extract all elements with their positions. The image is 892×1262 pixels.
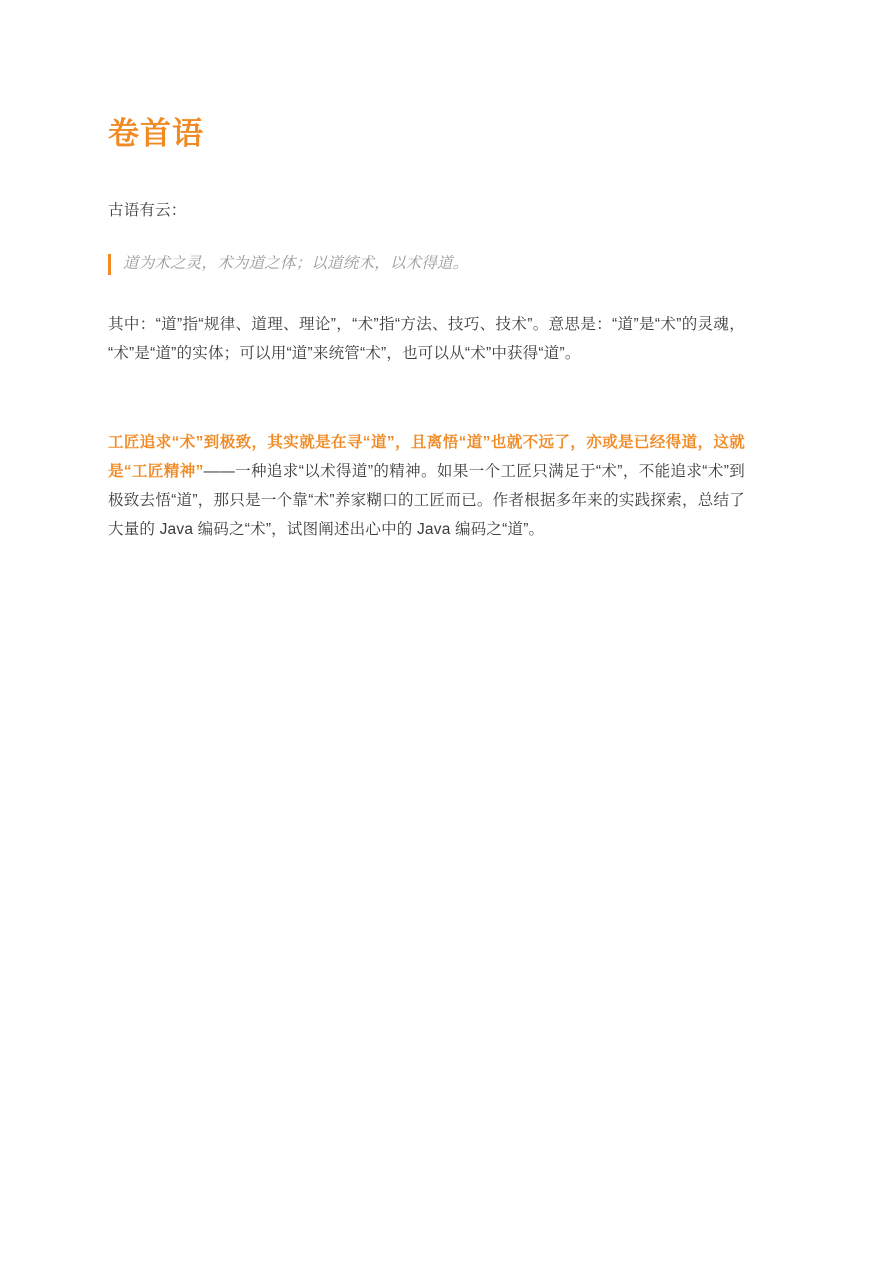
main-paragraph-rest: ——一种追求“以术得道”的精神。如果一个工匠只满足于“术”，不能追求“术”到极致去悟“道”，那只是一个靠“术”养家糊口的工匠而已。作者根据多年来的实践探索，总结了大量的 Java 编码之“术”，试图阐述出心中的 Java 编码之“道”。: [108, 463, 745, 538]
quote-text: 道为术之灵，术为道之体；以道统术，以术得道。: [123, 255, 469, 272]
explanation-paragraph: 其中：“道”指“规律、道理、理论”，“术”指“方法、技巧、技术”。意思是：“道”是“术”的灵魂，“术”是“道”的实体；可以用“道”来统管“术”，也可以从“术”中获得“道”。: [108, 316, 745, 362]
intro-paragraph: 古语有云：: [108, 202, 187, 219]
page-title: 卷首语: [108, 116, 204, 151]
quote-accent-bar: [108, 254, 111, 275]
main-paragraph-highlight: 工匠追求“术”到极致，其实就是在寻“道”，且离悟“道”也就不远了，亦或是已经得道，这就是“工匠精神”: [108, 434, 745, 480]
blockquote: [108, 250, 745, 278]
main-paragraph: [108, 428, 745, 544]
